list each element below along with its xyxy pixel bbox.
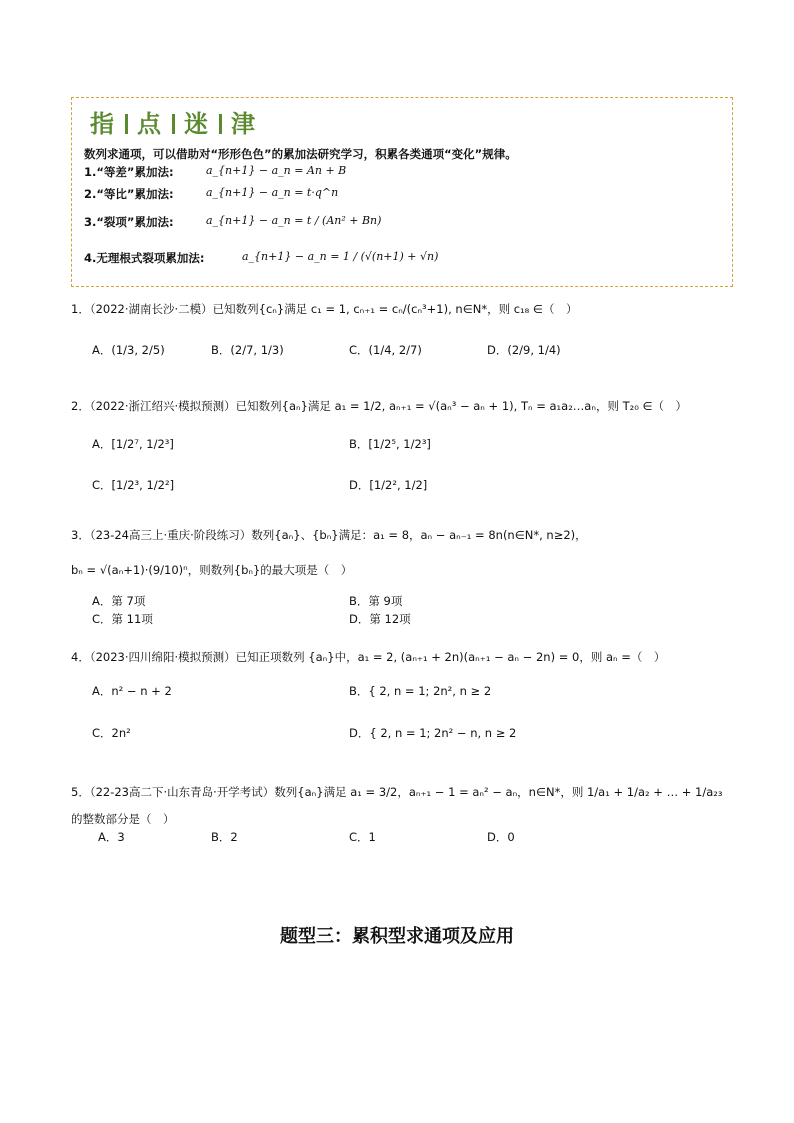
title-separator	[219, 114, 222, 134]
title-separator	[125, 114, 128, 134]
question-1-stem	[71, 301, 577, 317]
tip-title-char: 指	[90, 109, 116, 138]
question-number: 5．	[71, 785, 90, 799]
question-1-option-a: A．(1/3, 2/5)	[92, 343, 165, 357]
question-source: （2022·浙江绍兴·模拟预测）	[89, 399, 236, 413]
question-source: （23-24高三上·重庆·阶段练习）	[89, 528, 252, 542]
question-number: 3．	[71, 528, 90, 542]
question-text: 已知数列{cₙ}满足 c₁ = 1, cₙ₊₁ = cₙ/(cₙ³+1), n∈N*，则 c₁₈ ∈（ ）	[212, 302, 578, 316]
question-text: 已知正项数列 {aₙ}中，a₁ = 2, (aₙ₊₁ + 2n)(aₙ₊₁ − aₙ − 2n) = 0，则 aₙ =（ ）	[235, 650, 666, 664]
question-3-option-c: C．第 11项	[92, 612, 153, 626]
tip-box	[71, 97, 733, 287]
question-3-option-b: B．第 9项	[349, 594, 403, 608]
question-text: 已知数列{aₙ}满足 a₁ = 1/2, aₙ₊₁ = √(aₙ³ − aₙ + 1), Tₙ = a₁a₂…aₙ，则 T₂₀ ∈（ ）	[235, 399, 688, 413]
question-text: 数列{aₙ}、{bₙ}满足：a₁ = 8，aₙ − aₙ₋₁ = 8n(n∈N*, n≥2)，	[251, 528, 587, 542]
tip-item-label: 4.无理根式裂项累加法:	[84, 251, 205, 265]
tip-title-char: 迷	[184, 109, 210, 138]
question-5-option-a: A．3	[98, 830, 125, 844]
tip-item-label: 3.“裂项”累加法:	[84, 215, 174, 229]
question-3-stem	[71, 527, 587, 543]
tip-title-char: 津	[231, 109, 257, 138]
tip-item-formula: a_{n+1} − a_n = An + B	[206, 164, 347, 177]
tip-item-label: 2.“等比”累加法:	[84, 187, 174, 201]
question-source: （2022·湖南长沙·二模）	[89, 302, 213, 316]
question-2-stem	[71, 398, 687, 414]
question-2-option-d: D．[1/2², 1/2]	[349, 478, 428, 492]
question-5-option-d: D．0	[487, 830, 515, 844]
question-5-stem-continued: 的整数部分是（ ）	[71, 812, 175, 826]
tip-item-formula: a_{n+1} − a_n = t·q^n	[206, 186, 339, 199]
question-5-stem	[71, 784, 723, 800]
question-5-option-c: C．1	[349, 830, 376, 844]
question-source: （2023·四川绵阳·模拟预测）	[89, 650, 236, 664]
question-4-option-a: A．n² − n + 2	[92, 684, 172, 698]
question-4-option-c: C．2n²	[92, 726, 131, 740]
question-text: 数列{aₙ}满足 a₁ = 3/2，aₙ₊₁ − 1 = aₙ² − aₙ，n∈N*，则 1/a₁ + 1/a₂ + … + 1/a₂₃	[274, 785, 723, 799]
question-3-stem-continued: bₙ = √(aₙ+1)·(9/10)ⁿ，则数列{bₙ}的最大项是（ ）	[71, 563, 353, 577]
question-4-stem	[71, 649, 665, 665]
question-2-option-b: B．[1/2⁵, 1/2³]	[349, 437, 431, 451]
tip-item-formula: a_{n+1} − a_n = 1 / (√(n+1) + √n)	[242, 250, 439, 263]
question-number: 4．	[71, 650, 90, 664]
tip-title	[90, 104, 257, 139]
tip-title-char: 点	[137, 109, 163, 138]
question-1-option-b: B．(2/7, 1/3)	[211, 343, 284, 357]
question-2-option-c: C．[1/2³, 1/2²]	[92, 478, 175, 492]
question-3-option-a: A．第 7项	[92, 594, 146, 608]
tip-item-label: 1.“等差”累加法:	[84, 165, 174, 179]
question-3-option-d: D．第 12项	[349, 612, 411, 626]
question-2-option-a: A．[1/2⁷, 1/2³]	[92, 437, 174, 451]
tip-intro: 数列求通项，可以借助对“形形色色”的累加法研究学习，积累各类通项“变化”规律。	[84, 147, 517, 161]
question-5-option-b: B．2	[211, 830, 238, 844]
question-number: 1．	[71, 302, 90, 316]
question-number: 2．	[71, 399, 90, 413]
section-heading: 题型三：累积型求通项及应用	[280, 926, 514, 947]
question-source: （22-23高二下·山东青岛·开学考试）	[89, 785, 275, 799]
question-4-option-d: D．{ 2, n = 1; 2n² − n, n ≥ 2	[349, 726, 517, 740]
question-1-option-d: D．(2/9, 1/4)	[487, 343, 561, 357]
title-separator	[172, 114, 175, 134]
question-1-option-c: C．(1/4, 2/7)	[349, 343, 422, 357]
tip-item-formula: a_{n+1} − a_n = t / (An² + Bn)	[206, 214, 382, 227]
question-4-option-b: B．{ 2, n = 1; 2n², n ≥ 2	[349, 684, 492, 698]
